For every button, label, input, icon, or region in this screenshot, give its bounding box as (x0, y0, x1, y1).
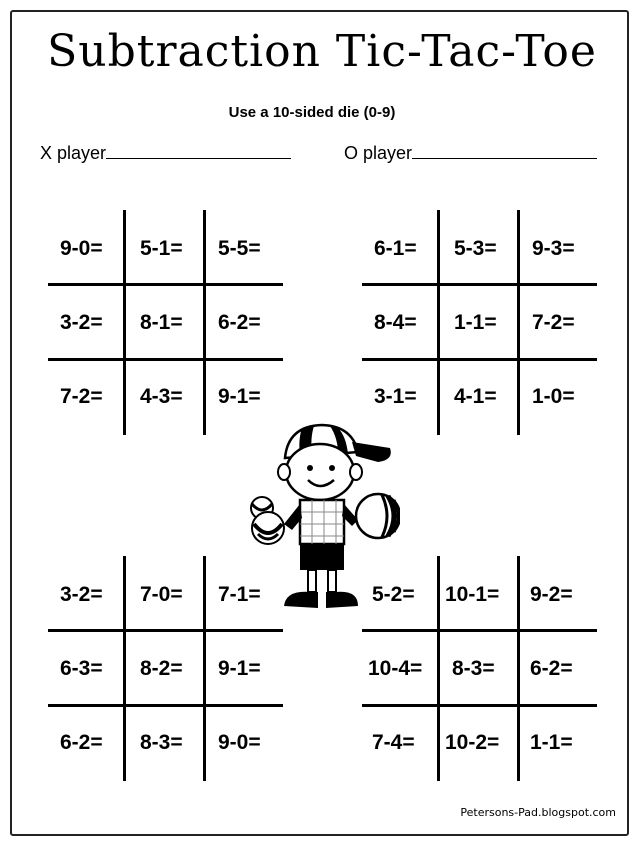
o-player-label: O player (344, 143, 413, 163)
problem-cell[interactable]: 8-4= (374, 311, 417, 334)
problem-cell[interactable]: 6-2= (218, 311, 261, 334)
problem-cell[interactable]: 3-1= (374, 385, 417, 408)
grid-line (517, 556, 520, 781)
problem-cell[interactable]: 5-2= (372, 583, 415, 606)
x-player-label: X player (40, 143, 107, 163)
o-player-field[interactable] (344, 142, 597, 164)
problem-cell[interactable]: 7-0= (140, 583, 183, 606)
problem-cell[interactable]: 1-0= (532, 385, 575, 408)
page-subtitle: Use a 10-sided die (0-9) (228, 104, 396, 121)
problem-cell[interactable]: 6-2= (60, 731, 103, 754)
problem-cell[interactable]: 6-1= (374, 237, 417, 260)
problem-cell[interactable]: 7-4= (372, 731, 415, 754)
problem-cell[interactable]: 8-2= (140, 657, 183, 680)
problem-cell[interactable]: 8-3= (452, 657, 495, 680)
problem-cell[interactable]: 7-2= (532, 311, 575, 334)
problem-cell[interactable]: 9-2= (530, 583, 573, 606)
x-player-name-line[interactable] (106, 142, 291, 159)
problem-cell[interactable]: 9-1= (218, 385, 261, 408)
grid-line (203, 556, 206, 781)
problem-cell[interactable]: 1-1= (454, 311, 497, 334)
grid-line (517, 210, 520, 435)
grid-line (48, 283, 283, 286)
boy-with-baseball-cap-and-balls-icon (240, 420, 400, 615)
grid-line (437, 210, 440, 435)
problem-cell[interactable]: 4-1= (454, 385, 497, 408)
problem-cell[interactable]: 1-1= (530, 731, 573, 754)
problem-cell[interactable]: 10-2= (445, 731, 500, 754)
x-player-field[interactable] (40, 142, 291, 164)
grid-line (362, 283, 597, 286)
problem-cell[interactable]: 8-1= (140, 311, 183, 334)
grid-line (48, 358, 283, 361)
page-title: Subtraction Tic-Tac-Toe (47, 26, 597, 77)
problem-cell[interactable]: 4-3= (140, 385, 183, 408)
tic-tac-toe-board-2 (362, 210, 597, 435)
problem-cell[interactable]: 9-1= (218, 657, 261, 680)
problem-cell[interactable]: 7-1= (218, 583, 261, 606)
o-player-name-line[interactable] (412, 142, 597, 159)
grid-line (362, 704, 597, 707)
credit-text: Petersons-Pad.blogspot.com (460, 806, 616, 819)
grid-line (123, 210, 126, 435)
problem-cell[interactable]: 9-3= (532, 237, 575, 260)
grid-line (203, 210, 206, 435)
problem-cell[interactable]: 3-2= (60, 311, 103, 334)
grid-line (123, 556, 126, 781)
problem-cell[interactable]: 9-0= (218, 731, 261, 754)
problem-cell[interactable]: 6-3= (60, 657, 103, 680)
grid-line (362, 358, 597, 361)
problem-cell[interactable]: 9-0= (60, 237, 103, 260)
problem-cell[interactable]: 8-3= (140, 731, 183, 754)
grid-line (48, 629, 283, 632)
grid-line (362, 629, 597, 632)
tic-tac-toe-board-1 (48, 210, 283, 435)
problem-cell[interactable]: 5-1= (140, 237, 183, 260)
problem-cell[interactable]: 7-2= (60, 385, 103, 408)
problem-cell[interactable]: 5-3= (454, 237, 497, 260)
problem-cell[interactable]: 10-1= (445, 583, 500, 606)
problem-cell[interactable]: 10-4= (368, 657, 423, 680)
grid-line (48, 704, 283, 707)
grid-line (437, 556, 440, 781)
problem-cell[interactable]: 6-2= (530, 657, 573, 680)
problem-cell[interactable]: 5-5= (218, 237, 261, 260)
problem-cell[interactable]: 3-2= (60, 583, 103, 606)
